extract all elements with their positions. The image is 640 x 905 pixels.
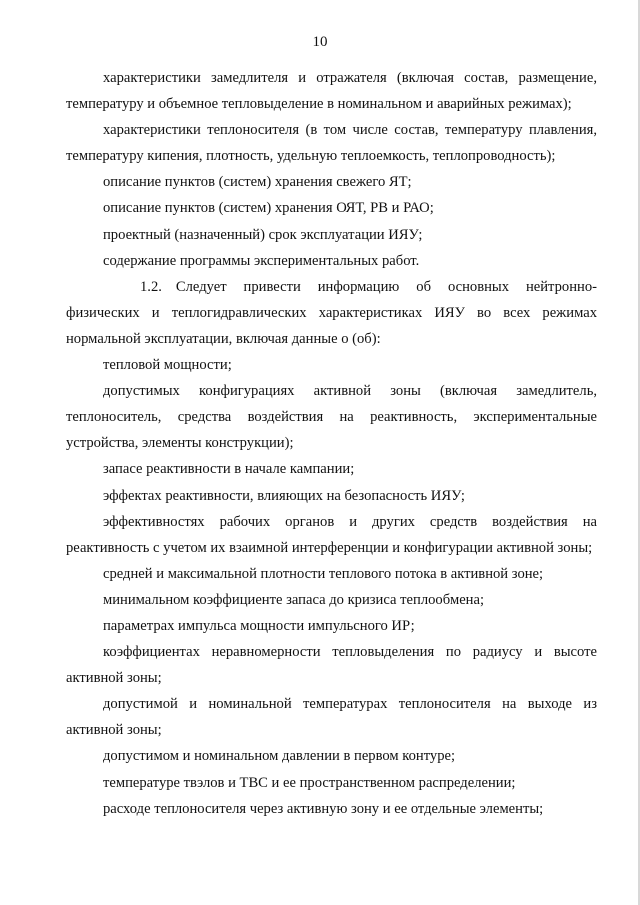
page-number: 10 [312,34,328,50]
section-paragraph [66,274,597,352]
list-item: коэффициентах неравномерности тепловыделения по радиусу и высоте активной зоны; [66,644,597,687]
list-item: допустимом и номинальном давлении в первом контуре; [103,748,456,765]
list-item: допустимой и номинальной температурах теплоносителя на выходе из активной зоны; [66,696,597,739]
document-body [66,65,597,822]
list-item: тепловой мощности; [103,357,232,374]
section-number: 1.2. [140,278,162,295]
paragraph: описание пунктов (систем) хранения ОЯТ, РВ и РАО; [103,200,434,217]
paragraph: характеристики теплоносителя (в том числе состав, температуру плавления, температуру кипения, плотность, удельную теплоемкость, теплопроводность); [66,122,597,165]
paragraph: описание пунктов (систем) хранения свежего ЯТ; [103,174,412,191]
list-item: параметрах импульса мощности импульсного ИР; [103,617,415,634]
section-text: Следует привести информацию об основных нейтронно-физических и теплогидравлических характеристиках ИЯУ во всех режимах нормальной эксплуатации, включая данные о (об): [66,278,597,347]
list-item: расходе теплоносителя через активную зону и ее отдельные элементы; [103,800,544,817]
list-item: запасе реактивности в начале кампании; [103,461,355,478]
list-item: температуре твэлов и ТВС и ее пространственном распределении; [103,774,516,791]
list-item: минимальном коэффициенте запаса до кризиса теплообмена; [103,591,485,608]
paragraph: проектный (назначенный) срок эксплуатации ИЯУ; [103,226,423,243]
paragraph: характеристики замедлителя и отражателя (включая состав, размещение, температуру и объемное тепловыделение в номинальном и аварийных режимах); [66,70,597,113]
list-item: допустимых конфигурациях активной зоны (включая замедлитель, теплоноситель, средства воздействия на реактивность, экспериментальные устройства, элементы конструкции); [66,383,597,452]
list-item: средней и максимальной плотности теплового потока в активной зоне; [103,565,544,582]
list-item: эффектах реактивности, влияющих на безопасность ИЯУ; [103,487,465,504]
paragraph: содержание программы экспериментальных работ. [103,252,420,269]
list-item: эффективностях рабочих органов и других средств воздействия на реактивность с учетом их взаимной интерференции и конфигурации активной зоны; [66,513,597,556]
